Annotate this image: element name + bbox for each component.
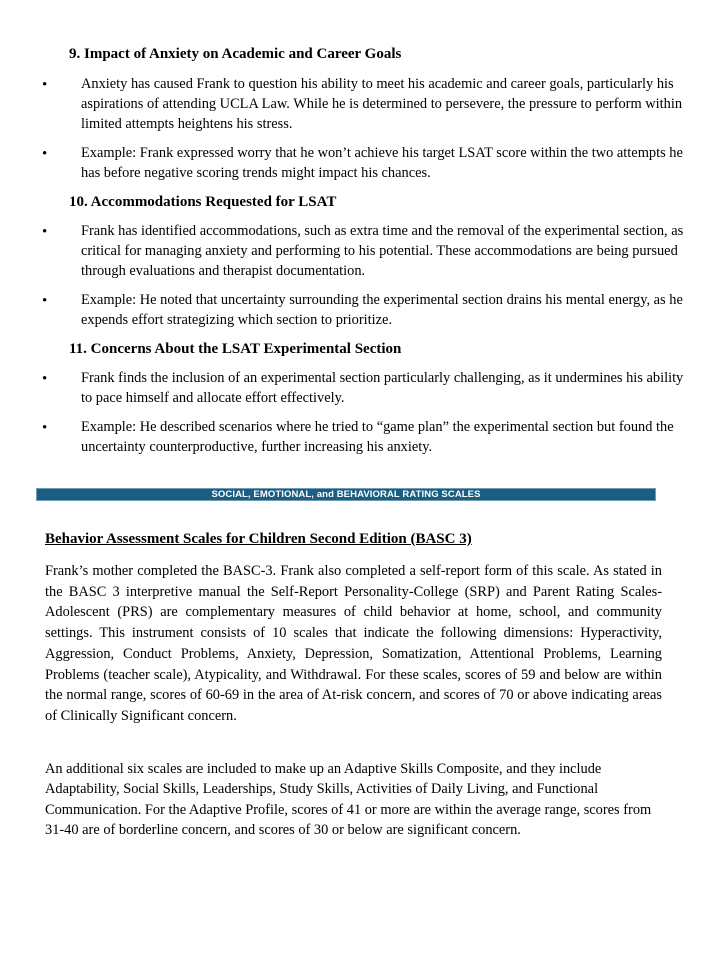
bullet-text: Example: Frank expressed worry that he won’t achieve his target LSAT score within the two attempts he has before negative scoring trends might impact his chances. [81,145,683,181]
bullet-icon: • [42,420,48,436]
section-banner: SOCIAL, EMOTIONAL, and BEHAVIORAL RATING SCALES [36,488,656,501]
section-heading-9: 9. Impact of Anxiety on Academic and Career Goals [69,46,402,62]
basc-title: Behavior Assessment Scales for Children Second Edition (BASC 3) [45,531,472,547]
bullet-icon: • [42,371,48,387]
section-heading-11: 11. Concerns About the LSAT Experimental Section [69,341,402,357]
bullet-text: Anxiety has caused Frank to question his ability to meet his academic and career goals, particularly his aspirations of attending UCLA Law. While he is determined to persevere, the pressure to perform within limited attempts heightens his stress. [81,76,683,132]
bullet-icon: • [42,77,48,93]
bullet-icon: • [42,293,48,309]
basc-paragraph-1: Frank’s mother completed the BASC-3. Frank also completed a self-report form of this scale. As stated in the BASC 3 interpretive manual the Self-Report Personality-College (SRP) and Parent Rating Scales-Adolescent (PRS) are complementary measures of child behavior at home, school, and community settings. This instrument consists of 10 scales that indicate the following dimensions: Hyperactivity, Aggression, Conduct Problems, Anxiety, Depression, Somatization, Attentional Problems, Learning Problems (teacher scale), Atypicality, and Withdrawal. For these scales, scores of 59 and below are within the normal range, scores of 60-69 in the area of At-risk concern, and scores of 70 or above indicating areas of Clinically Significant concern. [45,563,662,724]
bullet-text: Frank has identified accommodations, such as extra time and the removal of the experimental section, as critical for managing anxiety and performing to his potential. These accommodations are being pursued through evaluations and therapist documentation. [81,223,684,279]
basc-paragraph-2: An additional six scales are included to make up an Adaptive Skills Composite, and they include Adaptability, Social Skills, Leaderships, Study Skills, Activities of Daily Living, and Functional Communication. For the Adaptive Profile, scores of 41 or more are within the average range, scores from 31-40 are of borderline concern, and scores of 30 or below are significant concern. [45,761,652,838]
bullet-icon: • [42,146,48,162]
section-heading-10: 10. Accommodations Requested for LSAT [69,194,337,210]
bullet-icon: • [42,224,48,240]
bullet-text: Example: He noted that uncertainty surrounding the experimental section drains his mental energy, as he expends effort strategizing which section to prioritize. [81,292,683,328]
bullet-text: Example: He described scenarios where he tried to “game plan” the experimental section but found the uncertainty counterproductive, further increasing his anxiety. [81,419,674,455]
bullet-text: Frank finds the inclusion of an experimental section particularly challenging, as it undermines his ability to pace himself and allocate effort effectively. [81,370,684,406]
